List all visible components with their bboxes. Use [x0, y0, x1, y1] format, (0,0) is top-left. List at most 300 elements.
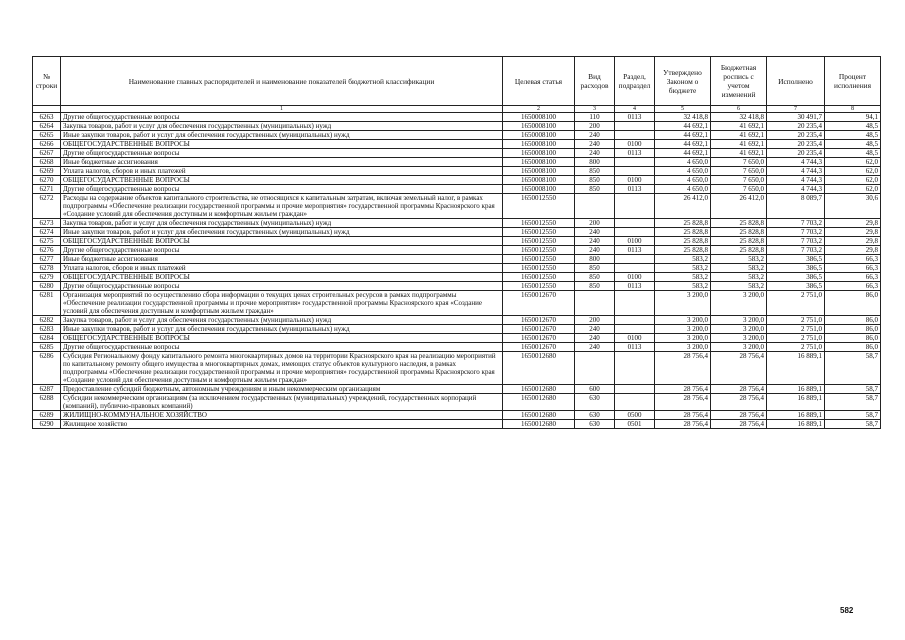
executed-cell: 16 889,1 [767, 411, 825, 420]
target-article-cell: 1650008100 [503, 131, 575, 140]
column-number: 3 [575, 106, 615, 113]
expense-type-cell: 240 [575, 140, 615, 149]
executed-cell: 386,5 [767, 282, 825, 291]
table-row [33, 185, 881, 194]
budget-schedule-cell: 28 756,4 [711, 394, 767, 411]
approved-cell: 3 200,0 [655, 291, 711, 316]
table-row [33, 131, 881, 140]
target-article-cell: 1650012670 [503, 316, 575, 325]
executed-cell: 8 089,7 [767, 194, 825, 219]
percent-cell: 66,3 [825, 255, 881, 264]
section-cell [615, 291, 655, 316]
section-cell: 0113 [615, 185, 655, 194]
name-cell: Субсидии некоммерческим организациям (за исключением государственных (муниципальных) учреждений, государственных корпораций (компаний), публично-правовых компаний) [61, 394, 503, 411]
approved-cell: 583,2 [655, 273, 711, 282]
name-cell: ОБЩЕГОСУДАРСТВЕННЫЕ ВОПРОСЫ [61, 176, 503, 185]
expense-type-cell: 850 [575, 185, 615, 194]
section-cell: 0113 [615, 282, 655, 291]
name-cell: ОБЩЕГОСУДАРСТВЕННЫЕ ВОПРОСЫ [61, 237, 503, 246]
target-article-cell: 1650008100 [503, 158, 575, 167]
row-number-cell: 6277 [33, 255, 61, 264]
target-article-cell: 1650012550 [503, 246, 575, 255]
section-cell [615, 316, 655, 325]
target-article-cell: 1650008100 [503, 167, 575, 176]
header-percent: Процент исполнения [825, 57, 881, 106]
table-row [33, 167, 881, 176]
row-number-cell: 6273 [33, 219, 61, 228]
expense-type-cell: 240 [575, 131, 615, 140]
executed-cell: 4 744,3 [767, 185, 825, 194]
budget-schedule-cell: 583,2 [711, 282, 767, 291]
row-number-cell: 6285 [33, 343, 61, 352]
row-number-cell: 6268 [33, 158, 61, 167]
executed-cell: 16 889,1 [767, 385, 825, 394]
table-row [33, 343, 881, 352]
expense-type-cell: 630 [575, 394, 615, 411]
section-cell [615, 194, 655, 219]
expense-type-cell: 240 [575, 334, 615, 343]
budget-schedule-cell: 28 756,4 [711, 352, 767, 385]
executed-cell: 16 889,1 [767, 352, 825, 385]
section-cell [615, 325, 655, 334]
table-row [33, 282, 881, 291]
budget-schedule-cell: 41 692,1 [711, 122, 767, 131]
percent-cell: 29,8 [825, 219, 881, 228]
percent-cell: 66,3 [825, 282, 881, 291]
name-cell: Закупка товаров, работ и услуг для обеспечения государственных (муниципальных) нужд [61, 219, 503, 228]
name-cell: Другие общегосударственные вопросы [61, 343, 503, 352]
row-number-cell: 6265 [33, 131, 61, 140]
row-number-cell: 6271 [33, 185, 61, 194]
percent-cell: 48,5 [825, 131, 881, 140]
name-cell: Иные закупки товаров, работ и услуг для обеспечения государственных (муниципальных) нужд [61, 131, 503, 140]
approved-cell: 583,2 [655, 264, 711, 273]
budget-schedule-cell: 41 692,1 [711, 149, 767, 158]
approved-cell: 28 756,4 [655, 385, 711, 394]
table-row [33, 219, 881, 228]
section-cell: 0113 [615, 343, 655, 352]
budget-execution-table [32, 56, 881, 429]
expense-type-cell: 630 [575, 420, 615, 429]
table-row [33, 176, 881, 185]
percent-cell: 66,3 [825, 264, 881, 273]
executed-cell: 4 744,3 [767, 176, 825, 185]
row-number-cell: 6284 [33, 334, 61, 343]
header-target-article: Целевая статья [503, 57, 575, 106]
section-cell: 0501 [615, 420, 655, 429]
budget-schedule-cell: 25 828,8 [711, 228, 767, 237]
section-cell [615, 131, 655, 140]
percent-cell: 86,0 [825, 325, 881, 334]
table-row [33, 158, 881, 167]
expense-type-cell [575, 291, 615, 316]
percent-cell: 58,7 [825, 385, 881, 394]
name-cell: ОБЩЕГОСУДАРСТВЕННЫЕ ВОПРОСЫ [61, 273, 503, 282]
approved-cell: 4 650,0 [655, 176, 711, 185]
approved-cell: 4 650,0 [655, 158, 711, 167]
approved-cell: 28 756,4 [655, 352, 711, 385]
table-row [33, 113, 881, 122]
header-executed: Исполнено [767, 57, 825, 106]
expense-type-cell: 240 [575, 228, 615, 237]
executed-cell: 2 751,0 [767, 334, 825, 343]
budget-schedule-cell: 3 200,0 [711, 325, 767, 334]
target-article-cell: 1650008100 [503, 122, 575, 131]
name-cell: Иные бюджетные ассигнования [61, 158, 503, 167]
name-cell: Другие общегосударственные вопросы [61, 246, 503, 255]
page-number: 582 [840, 606, 854, 615]
row-number-cell: 6272 [33, 194, 61, 219]
budget-schedule-cell: 7 650,0 [711, 185, 767, 194]
executed-cell: 20 235,4 [767, 149, 825, 158]
percent-cell: 29,8 [825, 228, 881, 237]
percent-cell: 30,6 [825, 194, 881, 219]
approved-cell: 583,2 [655, 255, 711, 264]
expense-type-cell: 630 [575, 411, 615, 420]
table-body [33, 113, 881, 429]
table-row [33, 291, 881, 316]
target-article-cell: 1650008100 [503, 149, 575, 158]
budget-schedule-cell: 28 756,4 [711, 411, 767, 420]
budget-schedule-cell: 583,2 [711, 273, 767, 282]
section-cell [615, 264, 655, 273]
header-budget-schedule: Бюджетная роспись с учетом изменений [711, 57, 767, 106]
section-cell: 0500 [615, 411, 655, 420]
table-row [33, 385, 881, 394]
table-row [33, 316, 881, 325]
target-article-cell: 1650012670 [503, 343, 575, 352]
budget-schedule-cell: 3 200,0 [711, 343, 767, 352]
expense-type-cell: 240 [575, 246, 615, 255]
executed-cell: 386,5 [767, 264, 825, 273]
approved-cell: 44 692,1 [655, 140, 711, 149]
percent-cell: 48,5 [825, 122, 881, 131]
percent-cell: 86,0 [825, 343, 881, 352]
budget-schedule-cell: 26 412,0 [711, 194, 767, 219]
section-cell [615, 394, 655, 411]
table-row [33, 273, 881, 282]
name-cell: ЖИЛИЩНО-КОММУНАЛЬНОЕ ХОЗЯЙСТВО [61, 411, 503, 420]
approved-cell: 44 692,1 [655, 122, 711, 131]
table-row [33, 237, 881, 246]
row-number-cell: 6266 [33, 140, 61, 149]
name-cell: Расходы на содержание объектов капитального строительства, не относящихся к капитальным затратам, включая земельный налог, в рамках подпрограммы «Обеспечение реализации государственной программы и прочие мероприятия» государственной программы Красноярского края «Создание условий для обеспечения доступным и комфортным жильем граждан» [61, 194, 503, 219]
name-cell: Другие общегосударственные вопросы [61, 185, 503, 194]
table-row [33, 140, 881, 149]
name-cell: Другие общегосударственные вопросы [61, 149, 503, 158]
table-row [33, 394, 881, 411]
column-number: 7 [767, 106, 825, 113]
row-number-cell: 6279 [33, 273, 61, 282]
row-number-cell: 6267 [33, 149, 61, 158]
section-cell: 0100 [615, 334, 655, 343]
executed-cell: 7 703,2 [767, 228, 825, 237]
section-cell [615, 228, 655, 237]
name-cell: Иные бюджетные ассигнования [61, 255, 503, 264]
executed-cell: 7 703,2 [767, 237, 825, 246]
name-cell: Субсидия Региональному фонду капитального ремонта многоквартирных домов на территории Красноярского края на реализацию мероприятий по капитальному ремонту общего имущества в многоквартирных домах, имеющих статус объектов культурного наследия, в рамках подпрограммы «Обеспечение реализации государственной программы и прочие мероприятия» государственной программы Красноярского края «Создание условий для обеспечения доступным и комфортным жильем граждан» [61, 352, 503, 385]
expense-type-cell: 850 [575, 176, 615, 185]
row-number-cell: 6278 [33, 264, 61, 273]
expense-type-cell: 850 [575, 167, 615, 176]
name-cell: Другие общегосударственные вопросы [61, 113, 503, 122]
executed-cell: 16 889,1 [767, 394, 825, 411]
name-cell: Жилищное хозяйство [61, 420, 503, 429]
column-number [33, 106, 61, 113]
section-cell [615, 352, 655, 385]
approved-cell: 44 692,1 [655, 149, 711, 158]
table-row [33, 334, 881, 343]
budget-schedule-cell: 28 756,4 [711, 385, 767, 394]
executed-cell: 2 751,0 [767, 291, 825, 316]
percent-cell: 58,7 [825, 352, 881, 385]
expense-type-cell: 850 [575, 264, 615, 273]
percent-cell: 48,5 [825, 140, 881, 149]
row-number-cell: 6289 [33, 411, 61, 420]
budget-schedule-cell: 3 200,0 [711, 291, 767, 316]
percent-cell: 48,5 [825, 149, 881, 158]
target-article-cell: 1650012550 [503, 282, 575, 291]
row-number-cell: 6286 [33, 352, 61, 385]
percent-cell: 29,8 [825, 246, 881, 255]
executed-cell: 4 744,3 [767, 167, 825, 176]
percent-cell: 86,0 [825, 334, 881, 343]
approved-cell: 26 412,0 [655, 194, 711, 219]
row-number-cell: 6288 [33, 394, 61, 411]
column-number: 5 [655, 106, 711, 113]
row-number-cell: 6287 [33, 385, 61, 394]
table-row [33, 255, 881, 264]
row-number-cell: 6274 [33, 228, 61, 237]
approved-cell: 3 200,0 [655, 316, 711, 325]
expense-type-cell: 240 [575, 149, 615, 158]
budget-schedule-cell: 25 828,8 [711, 246, 767, 255]
section-cell [615, 219, 655, 228]
approved-cell: 25 828,8 [655, 228, 711, 237]
target-article-cell: 1650012550 [503, 219, 575, 228]
header-name: Наименование главных распорядителей и наименование показателей бюджетной классификации [61, 57, 503, 106]
name-cell: Уплата налогов, сборов и иных платежей [61, 167, 503, 176]
row-number-cell: 6264 [33, 122, 61, 131]
row-number-cell: 6269 [33, 167, 61, 176]
target-article-cell: 1650012670 [503, 291, 575, 316]
column-number: 2 [503, 106, 575, 113]
budget-schedule-cell: 7 650,0 [711, 158, 767, 167]
percent-cell: 94,1 [825, 113, 881, 122]
header-row [33, 57, 881, 106]
percent-cell: 86,0 [825, 316, 881, 325]
column-number-row [33, 106, 881, 113]
expense-type-cell: 850 [575, 282, 615, 291]
target-article-cell: 1650012680 [503, 420, 575, 429]
approved-cell: 3 200,0 [655, 325, 711, 334]
executed-cell: 7 703,2 [767, 219, 825, 228]
budget-schedule-cell: 28 756,4 [711, 420, 767, 429]
expense-type-cell: 200 [575, 316, 615, 325]
header-section: Раздел, подраздел [615, 57, 655, 106]
expense-type-cell: 850 [575, 273, 615, 282]
name-cell: Закупка товаров, работ и услуг для обеспечения государственных (муниципальных) нужд [61, 122, 503, 131]
expense-type-cell: 110 [575, 113, 615, 122]
percent-cell: 58,7 [825, 420, 881, 429]
approved-cell: 25 828,8 [655, 219, 711, 228]
target-article-cell: 1650012550 [503, 264, 575, 273]
section-cell [615, 158, 655, 167]
section-cell [615, 255, 655, 264]
name-cell: Иные закупки товаров, работ и услуг для обеспечения государственных (муниципальных) нужд [61, 228, 503, 237]
approved-cell: 583,2 [655, 282, 711, 291]
executed-cell: 4 744,3 [767, 158, 825, 167]
column-number: 6 [711, 106, 767, 113]
table-row [33, 411, 881, 420]
target-article-cell: 1650008100 [503, 176, 575, 185]
target-article-cell: 1650008100 [503, 113, 575, 122]
table-row [33, 420, 881, 429]
approved-cell: 44 692,1 [655, 131, 711, 140]
expense-type-cell: 240 [575, 237, 615, 246]
section-cell: 0100 [615, 273, 655, 282]
row-number-cell: 6282 [33, 316, 61, 325]
target-article-cell: 1650012680 [503, 352, 575, 385]
section-cell: 0100 [615, 176, 655, 185]
section-cell: 0113 [615, 246, 655, 255]
column-number: 8 [825, 106, 881, 113]
name-cell: Предоставление субсидий бюджетным, автономным учреждениям и иным некоммерческим организациям [61, 385, 503, 394]
expense-type-cell [575, 194, 615, 219]
approved-cell: 32 418,8 [655, 113, 711, 122]
target-article-cell: 1650008100 [503, 140, 575, 149]
target-article-cell: 1650012550 [503, 194, 575, 219]
table-row [33, 122, 881, 131]
expense-type-cell: 240 [575, 325, 615, 334]
table-row [33, 194, 881, 219]
header-expense-type: Вид расходов [575, 57, 615, 106]
approved-cell: 3 200,0 [655, 334, 711, 343]
budget-schedule-cell: 583,2 [711, 255, 767, 264]
expense-type-cell: 240 [575, 343, 615, 352]
percent-cell: 62,0 [825, 176, 881, 185]
section-cell: 0100 [615, 237, 655, 246]
approved-cell: 3 200,0 [655, 343, 711, 352]
executed-cell: 20 235,4 [767, 140, 825, 149]
row-number-cell: 6276 [33, 246, 61, 255]
expense-type-cell: 200 [575, 122, 615, 131]
approved-cell: 25 828,8 [655, 246, 711, 255]
section-cell: 0113 [615, 149, 655, 158]
approved-cell: 4 650,0 [655, 185, 711, 194]
target-article-cell: 1650012670 [503, 334, 575, 343]
budget-schedule-cell: 32 418,8 [711, 113, 767, 122]
target-article-cell: 1650012670 [503, 325, 575, 334]
name-cell: Иные закупки товаров, работ и услуг для обеспечения государственных (муниципальных) нужд [61, 325, 503, 334]
percent-cell: 86,0 [825, 291, 881, 316]
name-cell: Другие общегосударственные вопросы [61, 282, 503, 291]
section-cell [615, 167, 655, 176]
approved-cell: 28 756,4 [655, 420, 711, 429]
percent-cell: 29,8 [825, 237, 881, 246]
percent-cell: 62,0 [825, 167, 881, 176]
section-cell [615, 122, 655, 131]
header-approved: Утверждено Законом о бюджете [655, 57, 711, 106]
row-number-cell: 6270 [33, 176, 61, 185]
target-article-cell: 1650012550 [503, 237, 575, 246]
row-number-cell: 6281 [33, 291, 61, 316]
table-row [33, 246, 881, 255]
approved-cell: 28 756,4 [655, 394, 711, 411]
expense-type-cell: 200 [575, 219, 615, 228]
percent-cell: 58,7 [825, 394, 881, 411]
target-article-cell: 1650012680 [503, 385, 575, 394]
section-cell [615, 385, 655, 394]
budget-schedule-cell: 41 692,1 [711, 131, 767, 140]
table-row [33, 228, 881, 237]
expense-type-cell: 600 [575, 385, 615, 394]
executed-cell: 30 491,7 [767, 113, 825, 122]
executed-cell: 20 235,4 [767, 122, 825, 131]
approved-cell: 4 650,0 [655, 167, 711, 176]
table-row [33, 352, 881, 385]
budget-schedule-cell: 7 650,0 [711, 167, 767, 176]
column-number: 4 [615, 106, 655, 113]
name-cell: ОБЩЕГОСУДАРСТВЕННЫЕ ВОПРОСЫ [61, 140, 503, 149]
budget-schedule-cell: 3 200,0 [711, 316, 767, 325]
column-number: 1 [61, 106, 503, 113]
executed-cell: 2 751,0 [767, 325, 825, 334]
target-article-cell: 1650012680 [503, 394, 575, 411]
section-cell: 0113 [615, 113, 655, 122]
row-number-cell: 6283 [33, 325, 61, 334]
expense-type-cell [575, 352, 615, 385]
budget-schedule-cell: 25 828,8 [711, 219, 767, 228]
percent-cell: 58,7 [825, 411, 881, 420]
row-number-cell: 6280 [33, 282, 61, 291]
row-number-cell: 6275 [33, 237, 61, 246]
approved-cell: 25 828,8 [655, 237, 711, 246]
executed-cell: 386,5 [767, 273, 825, 282]
name-cell: Уплата налогов, сборов и иных платежей [61, 264, 503, 273]
row-number-cell: 6263 [33, 113, 61, 122]
budget-schedule-cell: 7 650,0 [711, 176, 767, 185]
budget-schedule-cell: 25 828,8 [711, 237, 767, 246]
executed-cell: 2 751,0 [767, 343, 825, 352]
target-article-cell: 1650012550 [503, 228, 575, 237]
target-article-cell: 1650012550 [503, 273, 575, 282]
executed-cell: 16 889,1 [767, 420, 825, 429]
budget-schedule-cell: 41 692,1 [711, 140, 767, 149]
executed-cell: 20 235,4 [767, 131, 825, 140]
section-cell: 0100 [615, 140, 655, 149]
percent-cell: 62,0 [825, 185, 881, 194]
target-article-cell: 1650012550 [503, 255, 575, 264]
expense-type-cell: 800 [575, 158, 615, 167]
budget-schedule-cell: 3 200,0 [711, 334, 767, 343]
table-row [33, 264, 881, 273]
target-article-cell: 1650008100 [503, 185, 575, 194]
percent-cell: 62,0 [825, 158, 881, 167]
percent-cell: 66,3 [825, 273, 881, 282]
expense-type-cell: 800 [575, 255, 615, 264]
executed-cell: 7 703,2 [767, 246, 825, 255]
header-row-number: № строки [33, 57, 61, 106]
target-article-cell: 1650012680 [503, 411, 575, 420]
table-row [33, 325, 881, 334]
name-cell: ОБЩЕГОСУДАРСТВЕННЫЕ ВОПРОСЫ [61, 334, 503, 343]
executed-cell: 386,5 [767, 255, 825, 264]
name-cell: Закупка товаров, работ и услуг для обеспечения государственных (муниципальных) нужд [61, 316, 503, 325]
approved-cell: 28 756,4 [655, 411, 711, 420]
executed-cell: 2 751,0 [767, 316, 825, 325]
table-row [33, 149, 881, 158]
